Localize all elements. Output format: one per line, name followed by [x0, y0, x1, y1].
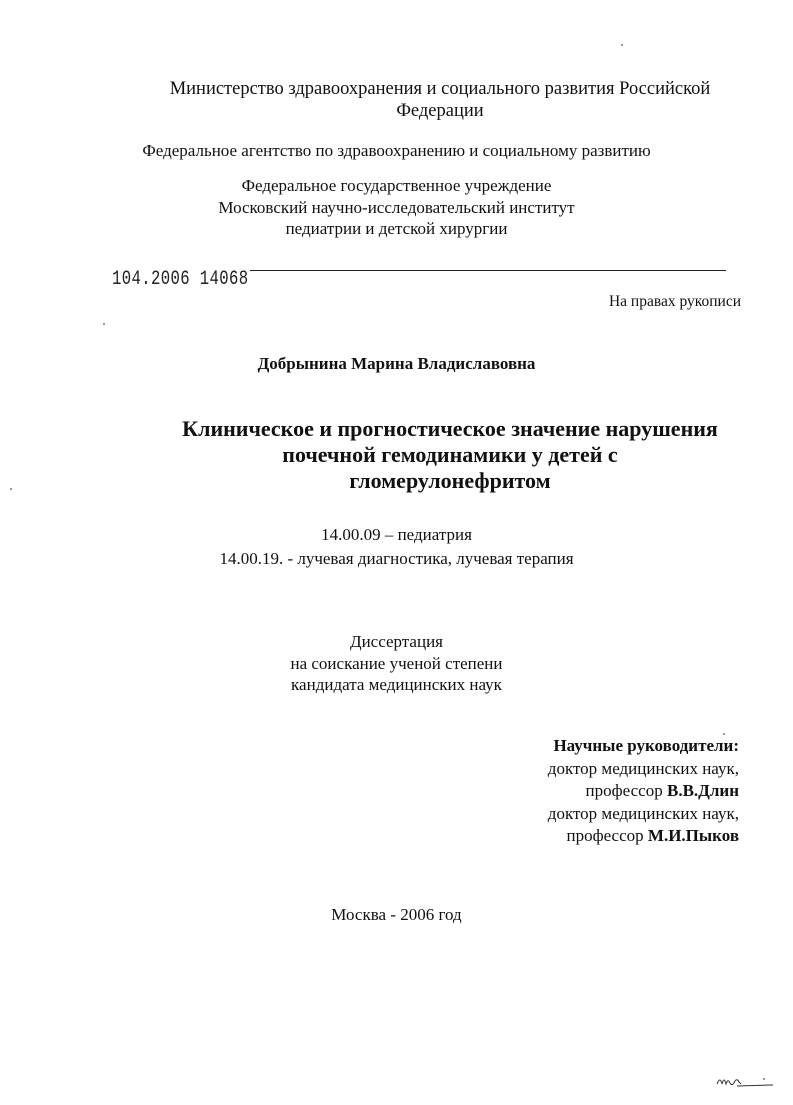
ministry-line-2: Федерации	[396, 101, 484, 121]
degree-line-1: Диссертация	[349, 632, 443, 651]
degree-block	[0, 631, 793, 696]
advisor-1-title: профессор	[585, 781, 667, 800]
title-line-3: гломерулонефритом	[349, 468, 551, 493]
title-line-1: Клиническое и прогностическое значение нарушения	[182, 416, 718, 441]
agency-line: Федеральное агентство по здравоохранению и социальному развитию	[142, 141, 651, 160]
scan-speck	[723, 733, 725, 735]
institution-line-3: педиатрии и детской хирургии	[285, 219, 508, 238]
specialty-1: 14.00.09 – педиатрия	[321, 525, 472, 544]
scan-speck	[621, 44, 623, 46]
advisors-block	[548, 735, 739, 848]
dissertation-title	[100, 416, 793, 494]
signature-mark	[715, 1070, 775, 1092]
advisor-2-degree: доктор медицинских наук,	[547, 803, 739, 823]
stamp-rule	[250, 270, 726, 271]
rights-note: На правах рукописи	[608, 293, 741, 310]
specialty-2: 14.00.19. - лучевая диагностика, лучевая терапия	[219, 549, 574, 568]
institution-line-2: Московский научно-исследовательский институт	[218, 197, 575, 217]
advisor-1-degree: доктор медицинских наук,	[547, 758, 739, 778]
ministry-line-1: Министерство здравоохранения и социального развития Российской	[169, 79, 711, 99]
advisor-1-line	[548, 780, 739, 803]
institution-block	[0, 175, 793, 240]
degree-line-2: на соискание ученой степени	[290, 653, 503, 673]
advisor-2-line	[548, 825, 739, 848]
author-name: Добрынина Марина Владиславовна	[257, 354, 536, 373]
degree-line-3: кандидата медицинских наук	[291, 675, 502, 694]
city-year: Москва - 2006 год	[331, 905, 462, 924]
archive-stamp: 104.2006 14068	[112, 268, 249, 291]
scan-speck	[10, 488, 12, 490]
advisors-heading: Научные руководители:	[553, 736, 739, 755]
title-line-2: почечной гемодинамики у детей с	[282, 442, 618, 467]
advisor-1-name: В.В.Длин	[666, 781, 739, 800]
scan-speck	[103, 323, 105, 325]
advisor-2-title: профессор	[566, 826, 648, 845]
ministry-heading	[120, 78, 760, 122]
advisor-2-name: М.И.Пыков	[647, 826, 739, 845]
specialties-block	[0, 523, 793, 571]
institution-line-1: Федеральное государственное учреждение	[241, 176, 552, 195]
scan-speck	[763, 1078, 765, 1080]
